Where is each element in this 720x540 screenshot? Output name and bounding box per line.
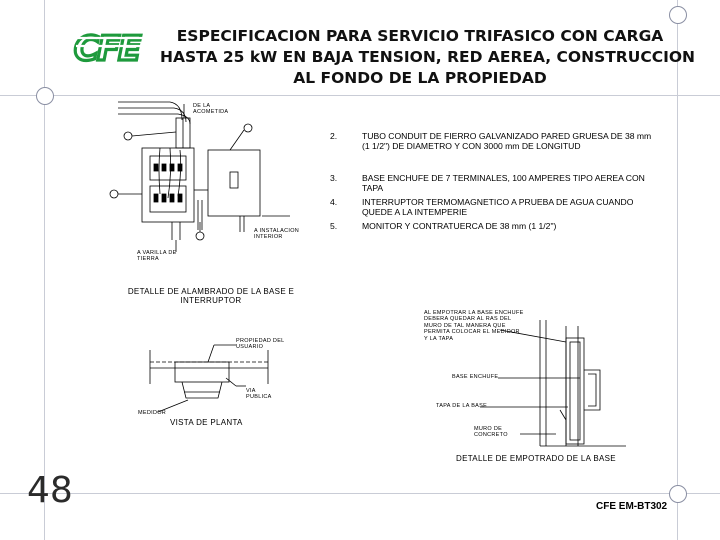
- note-text: TUBO CONDUIT DE FIERRO GALVANIZADO PARED GRUESA DE 38 mm (1 1/2") DE DIAMETRO Y CON 3000 mm DE LONGITUD: [362, 131, 652, 151]
- label-empotrar-note: AL EMPOTRAR LA BASE ENCHUFE DEBERA QUEDAR AL RAS DEL MURO DE TAL MANERA QUE PERMITA COLOCAR EL MEDIDOR Y LA TAPA: [424, 310, 524, 342]
- document-code: CFE EM-BT302: [596, 501, 668, 512]
- logo-text: CFE: [74, 29, 140, 68]
- label-medidor: MEDIDOR: [138, 410, 167, 416]
- label-tapa-base: TAPA DE LA BASE: [436, 403, 488, 409]
- note-number: 2.: [330, 131, 338, 141]
- caption-empotrado: DETALLE DE EMPOTRADO DE LA BASE: [456, 454, 616, 463]
- note-text: BASE ENCHUFE DE 7 TERMINALES, 100 AMPERES TIPO AEREA CON TAPA: [362, 173, 645, 193]
- title-line-2: HASTA 25 kW EN BAJA TENSION, RED AEREA, CONSTRUCCION: [160, 48, 695, 66]
- note-number: 5.: [330, 221, 338, 231]
- label-base-enchufe: BASE ENCHUFE: [452, 374, 499, 380]
- title-line-1: ESPECIFICACION PARA SERVICIO TRIFASICO CON CARGA: [176, 27, 664, 45]
- note-text: INTERRUPTOR TERMOMAGNETICO A PRUEBA DE AGUA CUANDO QUEDE A LA INTEMPERIE: [362, 197, 634, 217]
- label-muro-concreto: MURO DE CONCRETO: [474, 426, 508, 439]
- plan-view-drawing: [150, 345, 268, 412]
- note-text: MONITOR Y CONTRATUERCA DE 38 mm (1 1/2"): [362, 221, 557, 231]
- label-propiedad: PROPIEDAD DEL USUARIO: [236, 338, 285, 351]
- title-line-3: AL FONDO DE LA PROPIEDAD: [293, 69, 547, 87]
- note-number: 4.: [330, 197, 338, 207]
- label-via-publica: VIA PUBLICA: [246, 388, 272, 401]
- label-a-varilla: A VARILLA DE TIERRA: [137, 250, 177, 263]
- label-de-la-acometida: DE LA ACOMETIDA: [193, 103, 229, 116]
- caption-alambrado: DETALLE DE ALAMBRADO DE LA BASE E INTERRUPTOR: [127, 287, 295, 305]
- caption-vista-planta: VISTA DE PLANTA: [170, 418, 243, 427]
- note-number: 3.: [330, 173, 338, 183]
- label-a-instalacion: A INSTALACION INTERIOR: [254, 228, 300, 241]
- page-number: 48: [27, 470, 73, 511]
